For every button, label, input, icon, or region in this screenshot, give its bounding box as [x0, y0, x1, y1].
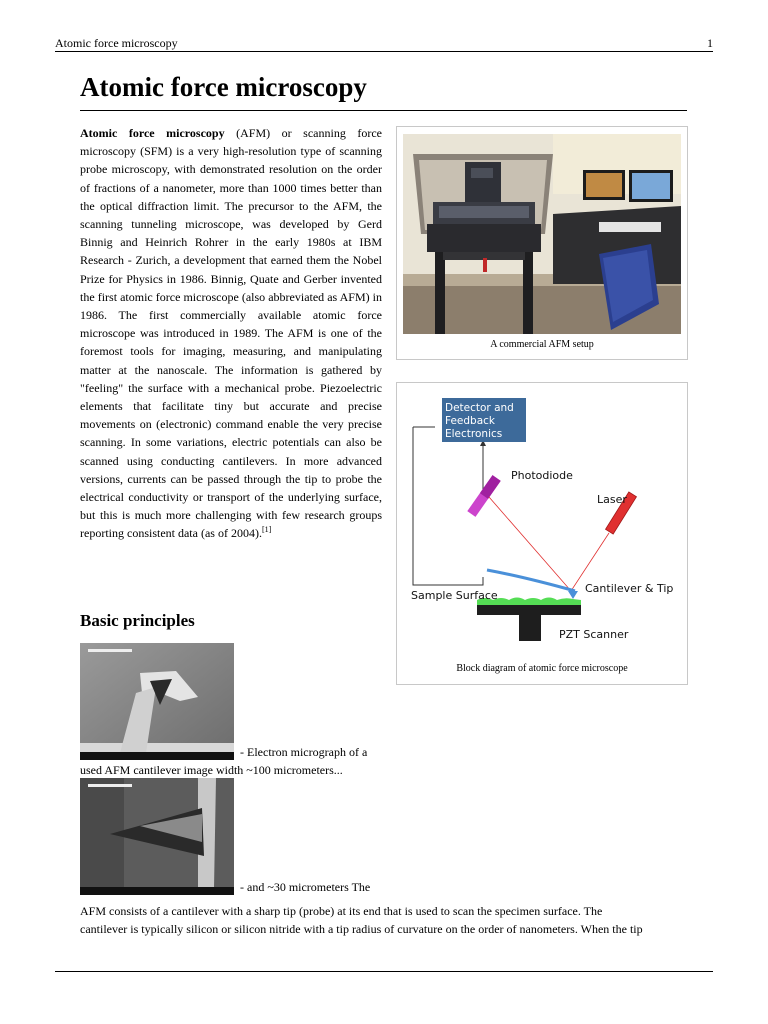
cantilever-micrograph-2 [80, 778, 234, 895]
laser-beam [489, 497, 609, 591]
body-line-2: cantilever is typically silicon or silicon nitride with a tip radius of curvature on the order of nanometers. When the tip [80, 922, 643, 936]
diagram-figure [396, 382, 688, 685]
running-header [55, 36, 713, 51]
intro-paragraph [80, 124, 382, 543]
intro-bold-term: Atomic force microscopy [80, 126, 225, 140]
intro-reference-link[interactable]: [1] [261, 525, 272, 535]
cantilever-micrograph-1 [80, 643, 234, 760]
afm-block-diagram [405, 393, 681, 643]
title-rule [80, 110, 687, 111]
photo-caption: A commercial AFM setup [490, 339, 594, 350]
photodiode [467, 475, 500, 517]
detector-label-line1: Detector and [445, 402, 514, 414]
micrograph-caption-1a: - Electron micrograph of a [240, 745, 368, 759]
cantilever-label: Cantilever & Tip [585, 582, 674, 595]
body-line-1: AFM consists of a cantilever with a sharp tip (probe) at its end that is used to scan the specimen surface. The [80, 904, 603, 918]
photodiode-label: Photodiode [511, 469, 573, 482]
afm-setup-photo [403, 134, 681, 334]
laser-label: Laser [597, 493, 627, 506]
intro-text: (AFM) or scanning force microscopy (SFM) is a very high-resolution type of scanning probe microscopy, with demonstrated resolution on the order of fractions of a nanometer, more than 1000 times better than the optical diffraction limit. The precursor to the AFM, the scanning tunneling microscope, was developed by Gerd Binnig and Heinrich Rohrer in the early 1980s at IBM Research - Zurich, a development that earned them the Nobel Prize for Physics in 1986. Binnig, Quate and Gerber invented the first atomic force microscope (also abbreviated as AFM) in 1986. The first commercially available atomic force microscope was introduced in 1989. The AFM is one of the foremost tools for imaging, measuring, and manipulating matter at the nanoscale. The information is gathered by "feeling" the surface with a mechanical probe. Piezoelectric elements that facilitate tiny but accurate and precise movements on (electronic) command enable the very precise scanning. In some variations, electric potentials can also be scanned using conducting cantilevers. In more advanced versions, currents can be passed through the tip to probe the electrical conductivity or transport of the underlying surface, but this is much more challenging with few research groups reporting consistent data (as of 2004). [80, 126, 382, 541]
scanner-top [477, 605, 581, 615]
footer-rule [55, 971, 713, 972]
header-rule [55, 51, 713, 52]
micrograph-caption-2: - and ~30 micrometers The [240, 880, 371, 894]
micrograph-caption-1b: used AFM cantilever image width ~100 micrometers... [80, 763, 343, 777]
scanner-label: PZT Scanner [559, 628, 629, 641]
photo-figure [396, 126, 688, 360]
cantilever-tip [568, 591, 578, 599]
sample-surface-label: Sample Surface [411, 589, 498, 602]
section-heading: Basic principles [80, 611, 195, 630]
page-number: 1 [707, 36, 713, 50]
scanner-base [519, 615, 541, 641]
detector-label-line3: Electronics [445, 428, 503, 440]
page-title: Atomic force microscopy [80, 72, 367, 102]
running-title: Atomic force microscopy [55, 36, 178, 50]
detector-label-line2: Feedback [445, 415, 496, 427]
diagram-caption: Block diagram of atomic force microscope [456, 663, 628, 674]
